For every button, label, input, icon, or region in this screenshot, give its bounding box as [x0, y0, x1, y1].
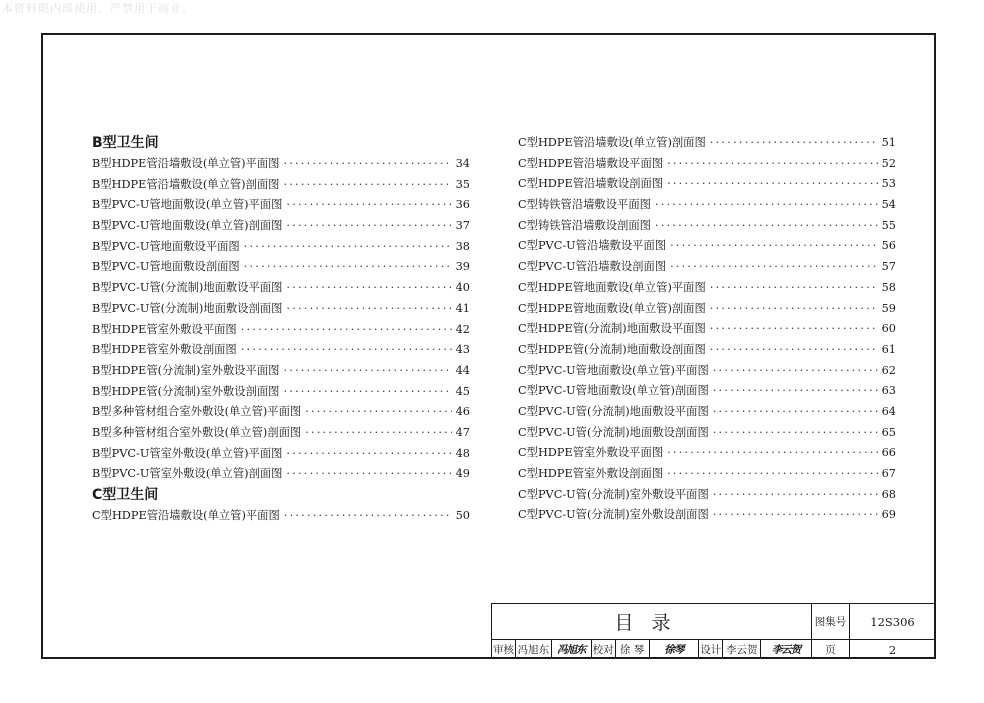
- dot-leader: [710, 319, 878, 340]
- toc-entry-page: 69: [881, 508, 896, 522]
- toc-entry[interactable]: [518, 195, 896, 216]
- toc-entry[interactable]: [92, 320, 470, 341]
- toc-entry-page: 62: [881, 363, 896, 377]
- toc-entry[interactable]: [92, 175, 470, 196]
- toc-entry-page: 59: [881, 301, 896, 315]
- watermark-text: 本资料限内部使用，严禁用于商业。: [2, 2, 194, 15]
- toc-entry-title: C型HDPE管沿墙敷设剖面图: [518, 177, 664, 191]
- toc-entry-title: B型PVC-U管地面敷设(单立管)平面图: [92, 198, 283, 212]
- toc-entry-page: 38: [455, 239, 470, 253]
- toc-entry-title: C型HDPE管室外敷设剖面图: [518, 467, 664, 480]
- toc-entry-page: 44: [455, 363, 470, 377]
- page-label: 页: [812, 640, 850, 659]
- dot-leader: [283, 361, 452, 382]
- toc-entry-page: 52: [881, 156, 896, 170]
- toc-entry-title: B型HDPE管室外敷设平面图: [92, 322, 237, 336]
- toc-entry[interactable]: [518, 236, 896, 257]
- toc-entry-page: 67: [881, 467, 896, 480]
- toc-entry-title: C型HDPE管(分流制)地面敷设剖面图: [518, 342, 706, 356]
- dot-leader: [241, 340, 452, 361]
- dot-leader: [283, 154, 452, 175]
- toc-entry-page: 37: [455, 219, 470, 233]
- dot-leader: [286, 299, 452, 320]
- toc-entry-page: 41: [455, 301, 470, 315]
- dot-leader: [286, 195, 452, 216]
- toc-entry[interactable]: [92, 278, 470, 299]
- toc-entry-title: C型HDPE管沿墙敷设平面图: [518, 156, 664, 170]
- toc-entry-page: 57: [881, 260, 896, 274]
- dot-leader: [283, 382, 452, 403]
- section-heading: C型卫生间: [92, 487, 159, 503]
- dot-leader: [655, 195, 878, 216]
- toc-entry[interactable]: [518, 402, 896, 423]
- dot-leader: [667, 443, 878, 464]
- dot-leader: [667, 174, 878, 195]
- toc-entry[interactable]: [92, 382, 470, 403]
- designer-role: 设计: [699, 640, 723, 659]
- toc-entry[interactable]: [92, 257, 470, 278]
- toc-entry[interactable]: [518, 423, 896, 444]
- toc-left-column: [92, 133, 470, 527]
- toc-entry-title: C型HDPE管沿墙敷设(单立管)平面图: [92, 509, 280, 522]
- toc-entry[interactable]: [92, 402, 470, 423]
- toc-entry-page: 42: [455, 322, 470, 336]
- toc-entry-title: B型HDPE管室外敷设剖面图: [92, 343, 237, 357]
- title-block-meta: [812, 604, 935, 659]
- toc-entry-page: 49: [455, 467, 470, 481]
- toc-entry[interactable]: [518, 361, 896, 382]
- toc-entry-page: 47: [455, 425, 470, 439]
- toc-entry[interactable]: [518, 278, 896, 299]
- toc-entry[interactable]: [92, 216, 470, 237]
- toc-entry-page: 61: [881, 342, 896, 356]
- dot-leader: [713, 381, 878, 402]
- dot-leader: [305, 423, 452, 444]
- dot-leader: [713, 361, 878, 382]
- dot-leader: [655, 216, 878, 237]
- toc-entry[interactable]: [92, 299, 470, 320]
- toc-entry[interactable]: [518, 174, 896, 195]
- dot-leader: [286, 278, 452, 299]
- toc-entry-title: C型HDPE管地面敷设(单立管)剖面图: [518, 301, 706, 315]
- toc-entry-page: 68: [881, 487, 896, 501]
- toc-entry[interactable]: [518, 319, 896, 340]
- toc-entry[interactable]: [518, 485, 896, 506]
- toc-entry-title: C型PVC-U管沿墙敷设剖面图: [518, 260, 667, 274]
- toc-entry-page: 56: [881, 239, 896, 253]
- dot-leader: [244, 237, 452, 258]
- toc-entry-title: B型PVC-U管地面敷设(单立管)剖面图: [92, 219, 283, 233]
- toc-entry-title: C型PVC-U管(分流制)室外敷设剖面图: [518, 508, 709, 522]
- toc-entry-title: C型PVC-U管(分流制)室外敷设平面图: [518, 487, 709, 501]
- dot-leader: [667, 154, 878, 175]
- dot-leader: [713, 423, 878, 444]
- toc-entry-page: 43: [455, 343, 470, 357]
- atlas-no-label: 图集号: [812, 604, 850, 639]
- toc-entry-title: B型PVC-U管(分流制)地面敷设平面图: [92, 281, 283, 295]
- toc-entry-title: C型PVC-U管地面敷设(单立管)平面图: [518, 363, 709, 377]
- toc-entry-title: B型PVC-U管(分流制)地面敷设剖面图: [92, 301, 283, 315]
- toc-entry-title: B型PVC-U管地面敷设平面图: [92, 239, 240, 253]
- dot-leader: [710, 278, 878, 299]
- atlas-no: 12S306: [870, 614, 915, 629]
- toc-entry[interactable]: [518, 340, 896, 361]
- toc-entry-title: C型PVC-U管沿墙敷设平面图: [518, 239, 667, 253]
- toc-entry[interactable]: [92, 340, 470, 361]
- page-number: 2: [888, 642, 897, 657]
- dot-leader: [284, 506, 452, 527]
- toc-entry[interactable]: [92, 361, 470, 382]
- toc-entry[interactable]: [518, 216, 896, 237]
- toc-entry-title: B型HDPE管(分流制)室外敷设平面图: [92, 363, 280, 377]
- toc-entry-title: B型PVC-U管地面敷设剖面图: [92, 260, 240, 274]
- toc-entry-title: C型PVC-U管地面敷设(单立管)剖面图: [518, 384, 709, 398]
- reviewer-name: 冯旭东: [516, 640, 552, 659]
- toc-entry[interactable]: [92, 506, 470, 527]
- dot-leader: [710, 299, 878, 320]
- toc-entry-title: C型铸铁管沿墙敷设平面图: [518, 198, 651, 212]
- toc-entry-page: 63: [881, 384, 896, 398]
- toc-entry-title: C型PVC-U管(分流制)地面敷设平面图: [518, 404, 709, 418]
- dot-leader: [713, 485, 878, 506]
- toc-entry-page: 40: [455, 281, 470, 295]
- toc-entry-title: B型多种管材组合室外敷设(单立管)剖面图: [92, 425, 302, 439]
- toc-entry-page: 64: [881, 404, 896, 418]
- dot-leader: [286, 216, 452, 237]
- toc-entry-page: 39: [455, 260, 470, 274]
- toc-entry[interactable]: [518, 505, 896, 526]
- toc-entry-page: 55: [881, 218, 896, 232]
- toc-entry-page: 48: [455, 446, 470, 460]
- toc-entry-title: B型HDPE管(分流制)室外敷设剖面图: [92, 384, 280, 398]
- toc-entry-title: C型PVC-U管(分流制)地面敷设剖面图: [518, 425, 709, 439]
- toc-entry-page: 51: [881, 136, 896, 149]
- toc-entry[interactable]: [92, 195, 470, 216]
- dot-leader: [670, 257, 878, 278]
- toc-entry[interactable]: [518, 299, 896, 320]
- dot-leader: [244, 257, 452, 278]
- toc-entry-page: 58: [881, 280, 896, 294]
- dot-leader: [713, 402, 878, 423]
- toc-entry[interactable]: [92, 464, 470, 485]
- toc-entry-page: 35: [455, 177, 470, 191]
- reviewer-role: 审核: [492, 640, 516, 659]
- dot-leader: [286, 464, 452, 485]
- dot-leader: [241, 320, 452, 341]
- toc-entry[interactable]: [92, 237, 470, 258]
- toc-entry-page: 66: [881, 446, 896, 460]
- toc-entry-page: 50: [455, 509, 470, 522]
- signature-row: [492, 640, 812, 659]
- toc-entry-title: B型PVC-U管室外敷设(单立管)平面图: [92, 446, 283, 460]
- toc-entry-page: 45: [455, 384, 470, 398]
- dot-leader: [283, 175, 452, 196]
- toc-entry-page: 34: [455, 157, 470, 170]
- toc-entry-page: 36: [455, 198, 470, 212]
- toc-entry-title: C型HDPE管地面敷设(单立管)平面图: [518, 280, 706, 294]
- designer-signature: 李云贺: [771, 644, 801, 656]
- title-block: [491, 603, 936, 659]
- dot-leader: [710, 133, 878, 154]
- toc-entry-page: 65: [881, 425, 896, 439]
- checker-role: 校对: [592, 640, 616, 659]
- toc-entry[interactable]: [518, 257, 896, 278]
- toc-entry[interactable]: [518, 443, 896, 464]
- designer-name: 李云贺: [723, 640, 761, 659]
- section-heading: B型卫生间: [92, 135, 159, 151]
- toc-entry-title: C型铸铁管沿墙敷设剖面图: [518, 218, 651, 232]
- dot-leader: [667, 464, 878, 485]
- toc-entry-title: B型多种管材组合室外敷设(单立管)平面图: [92, 405, 302, 419]
- toc-entry[interactable]: [518, 381, 896, 402]
- dot-leader: [710, 340, 878, 361]
- sheet-title: 目录: [492, 604, 812, 640]
- toc-entry[interactable]: [518, 154, 896, 175]
- dot-leader: [305, 402, 452, 423]
- toc-entry[interactable]: [518, 133, 896, 154]
- toc-right-column: [518, 133, 896, 526]
- reviewer-signature: 冯旭东: [552, 640, 592, 659]
- toc-entry-title: C型HDPE管室外敷设平面图: [518, 446, 664, 460]
- toc-entry-title: C型HDPE管沿墙敷设(单立管)剖面图: [518, 136, 706, 149]
- toc-entry-title: B型HDPE管沿墙敷设(单立管)剖面图: [92, 177, 280, 191]
- toc-entry-title: C型HDPE管(分流制)地面敷设平面图: [518, 322, 706, 336]
- toc-entry[interactable]: [518, 464, 896, 485]
- toc-entry-page: 60: [881, 322, 896, 336]
- toc-entry[interactable]: [92, 154, 470, 175]
- toc-entry-page: 53: [881, 177, 896, 191]
- dot-leader: [670, 236, 878, 257]
- toc-entry-title: B型HDPE管沿墙敷设(单立管)平面图: [92, 157, 280, 170]
- toc-entry-page: 46: [455, 405, 470, 419]
- checker-name: 徐 琴: [616, 640, 650, 659]
- dot-leader: [286, 444, 452, 465]
- toc-entry[interactable]: [92, 444, 470, 465]
- dot-leader: [713, 505, 878, 526]
- checker-signature: 徐琴: [650, 640, 700, 659]
- toc-entry-page: 54: [881, 198, 896, 212]
- toc-entry-title: B型PVC-U管室外敷设(单立管)剖面图: [92, 467, 283, 481]
- toc-entry[interactable]: [92, 423, 470, 444]
